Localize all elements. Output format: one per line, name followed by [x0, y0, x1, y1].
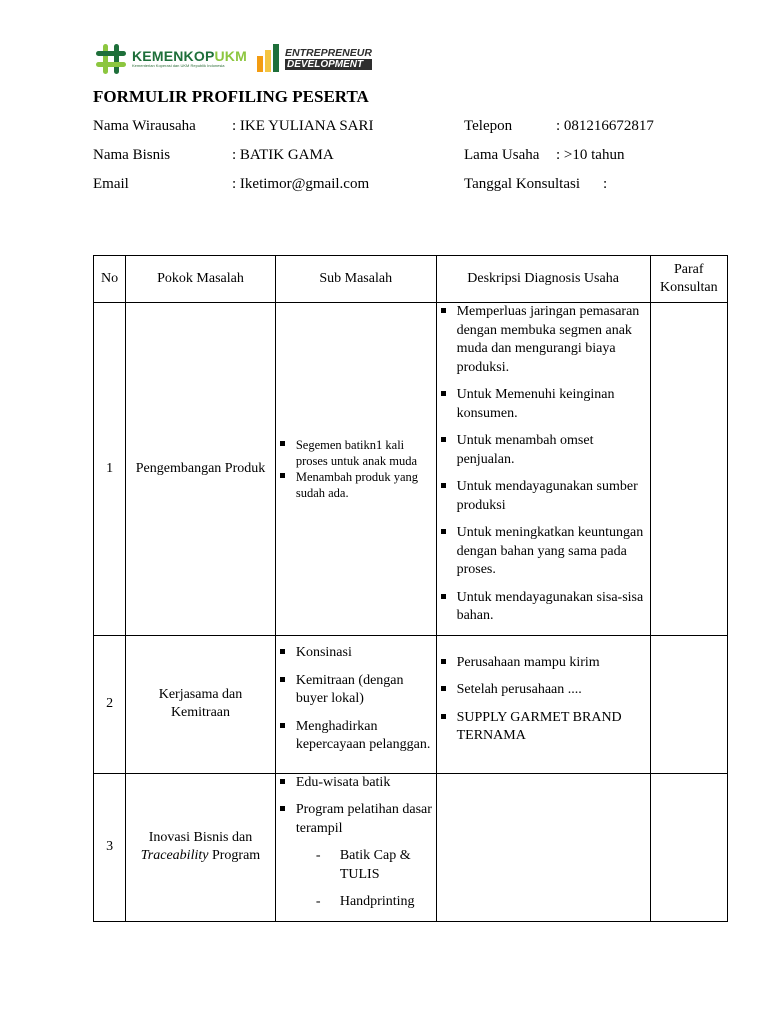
- table-header-row: [94, 256, 728, 303]
- pokok-masalah-cell: Inovasi Bisnis dan Traceability Program: [126, 773, 276, 921]
- profiling-table: [93, 255, 728, 922]
- value-telepon: : 081216672817: [556, 118, 654, 134]
- list-item: - Handprinting: [276, 893, 436, 912]
- development-wordmark: DEVELOPMENT: [285, 59, 372, 70]
- label-nama-bisnis: Nama Bisnis: [93, 147, 171, 163]
- paraf-cell: [650, 303, 727, 636]
- header-deskripsi-diagnosis: Deskripsi Diagnosis Usaha: [436, 256, 650, 303]
- deskripsi-cell: [436, 303, 650, 636]
- form-title: FORMULIR PROFILING PESERTA: [93, 87, 369, 106]
- kemenkop-wordmark: KEMENKOPUKM: [132, 48, 247, 64]
- deskripsi-cell: [436, 773, 650, 921]
- label-telepon: Telepon: [464, 118, 513, 134]
- list-item: Untuk meningkatkan keuntungan dengan bahan yang sama pada proses.: [437, 524, 650, 580]
- label-lama-usaha: Lama Usaha: [464, 147, 540, 163]
- list-item: Kemitraan (dengan buyer lokal): [276, 672, 436, 709]
- row-number: 2: [94, 635, 126, 773]
- label-tanggal-konsultasi: Tanggal Konsultasi: [464, 176, 581, 192]
- entrepreneur-wordmark: ENTREPRENEUR: [284, 47, 372, 59]
- table-row: [94, 635, 728, 773]
- list-item: Menghadirkan kepercayaan pelanggan.: [276, 718, 436, 755]
- list-item: Menambah produk yang sudah ada.: [276, 469, 436, 501]
- label-nama-wirausaha: Nama Wirausaha: [93, 118, 196, 134]
- list-item: Memperluas jaringan pemasaran dengan membuka segmen anak muda dan mengurangi biaya produksi.: [437, 303, 650, 377]
- sub-masalah-cell: [275, 303, 436, 636]
- list-item: Konsinasi: [276, 644, 436, 663]
- header-sub-masalah: Sub Masalah: [275, 256, 436, 303]
- value-nama-wirausaha: : IKE YULIANA SARI: [232, 118, 374, 134]
- list-item: Untuk menambah omset penjualan.: [437, 432, 650, 469]
- list-item: - Batik Cap & TULIS: [276, 847, 436, 884]
- header-pokok-masalah: Pokok Masalah: [126, 256, 276, 303]
- value-email: : Iketimor@gmail.com: [232, 176, 370, 192]
- list-item: Program pelatihan dasar terampil: [276, 801, 436, 838]
- list-item: Perusahaan mampu kirim: [437, 654, 650, 673]
- pokok-masalah-cell: Pengembangan Produk: [126, 303, 276, 636]
- kemenkop-emblem-icon: [94, 42, 128, 76]
- table-row: [94, 773, 728, 921]
- kemenkop-logo: [94, 42, 247, 76]
- value-tanggal-konsultasi: :: [603, 176, 608, 192]
- list-item: SUPPLY GARMET BRAND TERNAMA: [437, 709, 650, 746]
- list-item: Segemen batikn1 kali proses untuk anak muda: [276, 437, 436, 469]
- value-lama-usaha: : >10 tahun: [556, 147, 625, 163]
- row-number: 1: [94, 303, 126, 636]
- list-item: Untuk mendayagunakan sisa-sisa bahan.: [437, 589, 650, 626]
- row-number: 3: [94, 773, 126, 921]
- list-item: Edu-wisata batik: [276, 774, 436, 793]
- list-item: Setelah perusahaan ....: [437, 681, 650, 700]
- sub-masalah-cell: [275, 773, 436, 921]
- kemenkop-subtitle: Kementerian Koperasi dan UKM Republik Indonesia: [132, 63, 225, 68]
- entrepreneur-development-logo: [257, 42, 372, 77]
- paraf-cell: [650, 773, 727, 921]
- bar-chart-emblem-icon: [257, 42, 281, 77]
- sub-masalah-cell: [275, 635, 436, 773]
- list-item: Untuk Memenuhi keinginan konsumen.: [437, 386, 650, 423]
- label-email: Email: [93, 176, 129, 192]
- header-paraf-konsultan: Paraf Konsultan: [650, 256, 727, 303]
- deskripsi-cell: [436, 635, 650, 773]
- header-logos: [94, 40, 372, 78]
- table-row: [94, 303, 728, 636]
- value-nama-bisnis: : BATIK GAMA: [232, 147, 334, 163]
- header-no: No: [94, 256, 126, 303]
- pokok-masalah-cell: Kerjasama dan Kemitraan: [126, 635, 276, 773]
- paraf-cell: [650, 635, 727, 773]
- list-item: Untuk mendayagunakan sumber produksi: [437, 478, 650, 515]
